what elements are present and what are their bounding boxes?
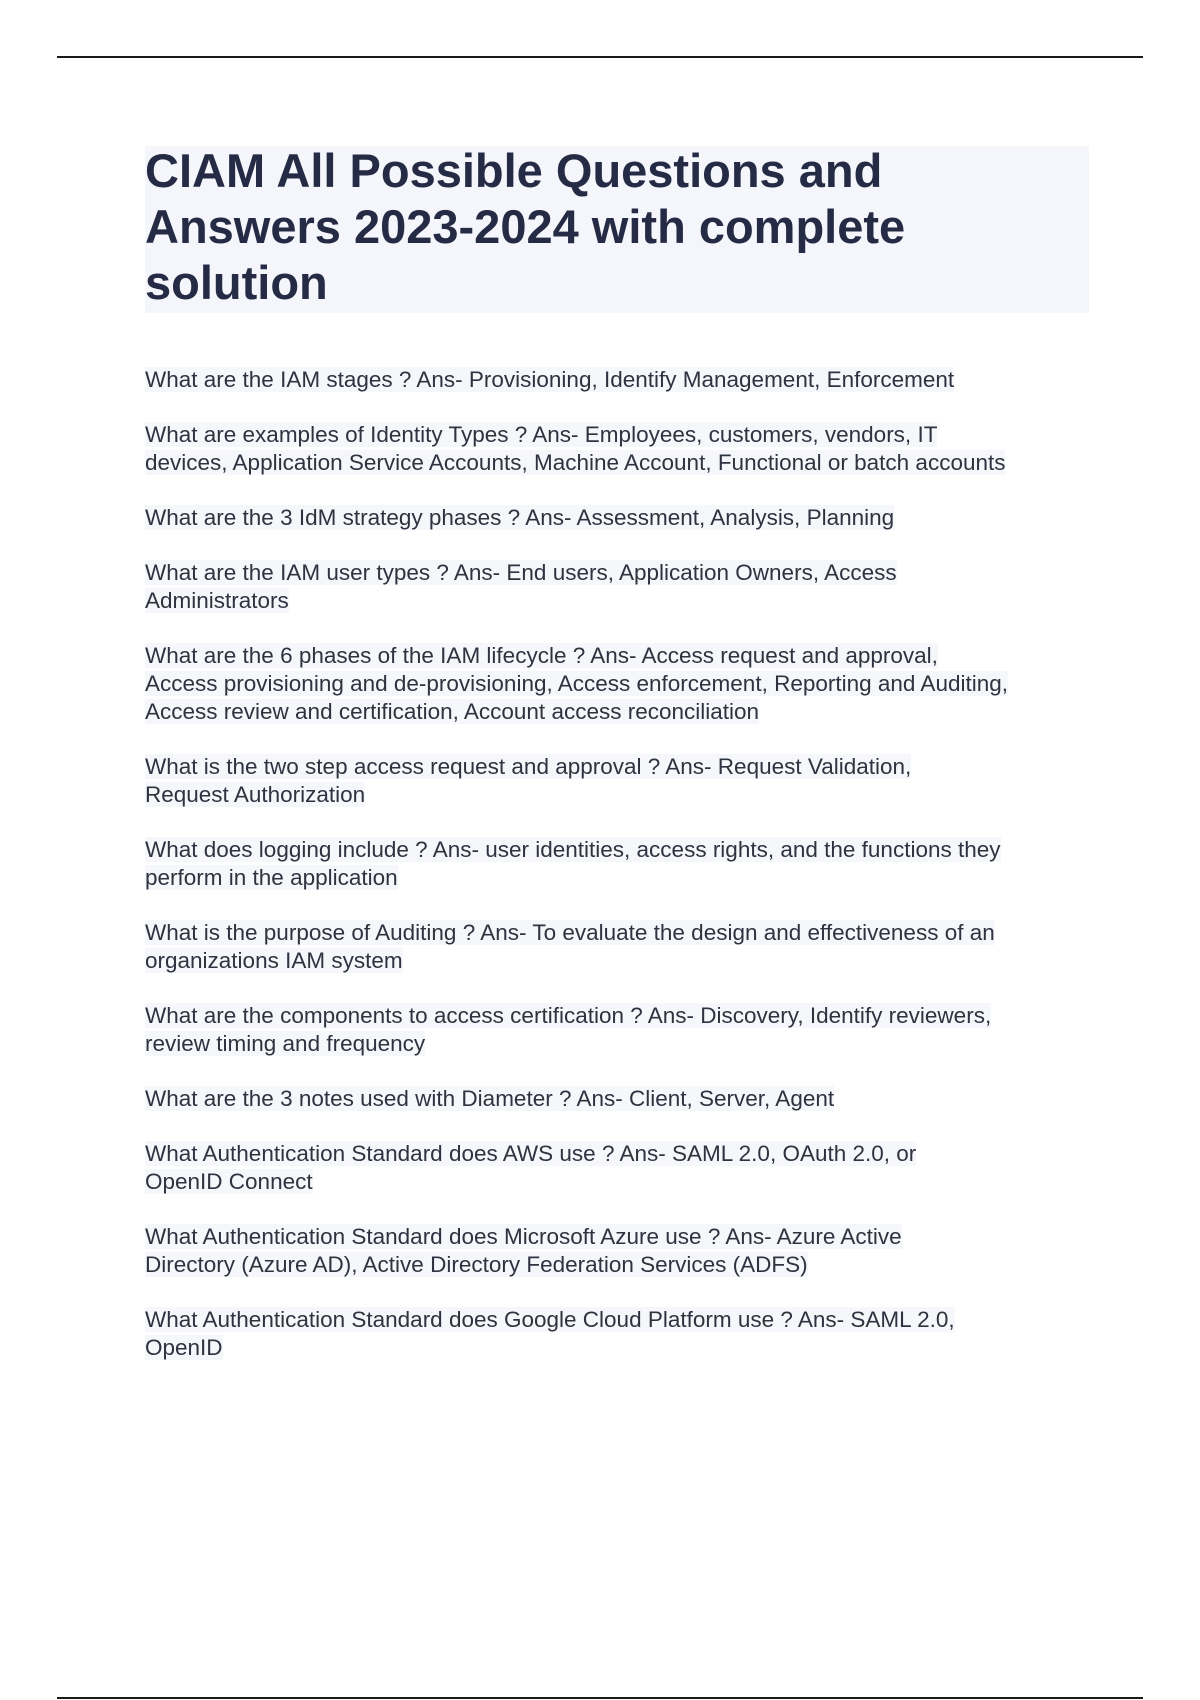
qa-list: [145, 366, 1090, 1389]
qa-item: [145, 1306, 1090, 1362]
qa-item: [145, 1223, 1090, 1279]
title-block: [145, 146, 1089, 313]
qa-item: [145, 753, 1090, 809]
qa-item: [145, 1002, 1090, 1058]
qa-text: What are the 3 notes used with Diameter ? Ans- Client, Server, Agent: [145, 1086, 835, 1111]
qa-item: [145, 421, 1090, 477]
qa-item: [145, 559, 1090, 615]
qa-text: What are examples of Identity Types ? Ans- Employees, customers, vendors, IT devices, Application Service Accounts, Machine Account, Functional or batch accounts: [145, 422, 1006, 475]
qa-text: What are the components to access certification ? Ans- Discovery, Identify reviewers, review timing and frequency: [145, 1003, 992, 1056]
qa-item: [145, 504, 1090, 532]
top-rule: [57, 56, 1143, 58]
qa-text: What are the 3 IdM strategy phases ? Ans- Assessment, Analysis, Planning: [145, 505, 895, 530]
qa-text: What is the two step access request and approval ? Ans- Request Validation, Request Authorization: [145, 754, 912, 807]
qa-text: What are the 6 phases of the IAM lifecycle ? Ans- Access request and approval, Access provisioning and de-provisioning, Access enforcement, Reporting and Auditing, Access review and certification, Account access reconciliation: [145, 643, 1008, 724]
qa-item: [145, 836, 1090, 892]
qa-text: What Authentication Standard does Microsoft Azure use ? Ans- Azure Active Directory (Azure AD), Active Directory Federation Services (ADFS): [145, 1224, 902, 1277]
qa-text: What are the IAM stages ? Ans- Provisioning, Identify Management, Enforcement: [145, 367, 955, 392]
qa-text: What does logging include ? Ans- user identities, access rights, and the functions they perform in the application: [145, 837, 1001, 890]
qa-text: What Authentication Standard does AWS use ? Ans- SAML 2.0, OAuth 2.0, or OpenID Connect: [145, 1141, 917, 1194]
qa-item: [145, 919, 1090, 975]
qa-text: What is the purpose of Auditing ? Ans- To evaluate the design and effectiveness of an organizations IAM system: [145, 920, 995, 973]
qa-text: What are the IAM user types ? Ans- End users, Application Owners, Access Administrators: [145, 560, 897, 613]
qa-text: What Authentication Standard does Google Cloud Platform use ? Ans- SAML 2.0, OpenID: [145, 1307, 955, 1360]
qa-item: [145, 1140, 1090, 1196]
qa-item: [145, 642, 1090, 726]
document-title: CIAM All Possible Questions and Answers 2023-2024 with complete solution: [145, 144, 906, 309]
qa-item: [145, 1085, 1090, 1113]
qa-item: [145, 366, 1090, 394]
bottom-rule: [57, 1697, 1143, 1699]
